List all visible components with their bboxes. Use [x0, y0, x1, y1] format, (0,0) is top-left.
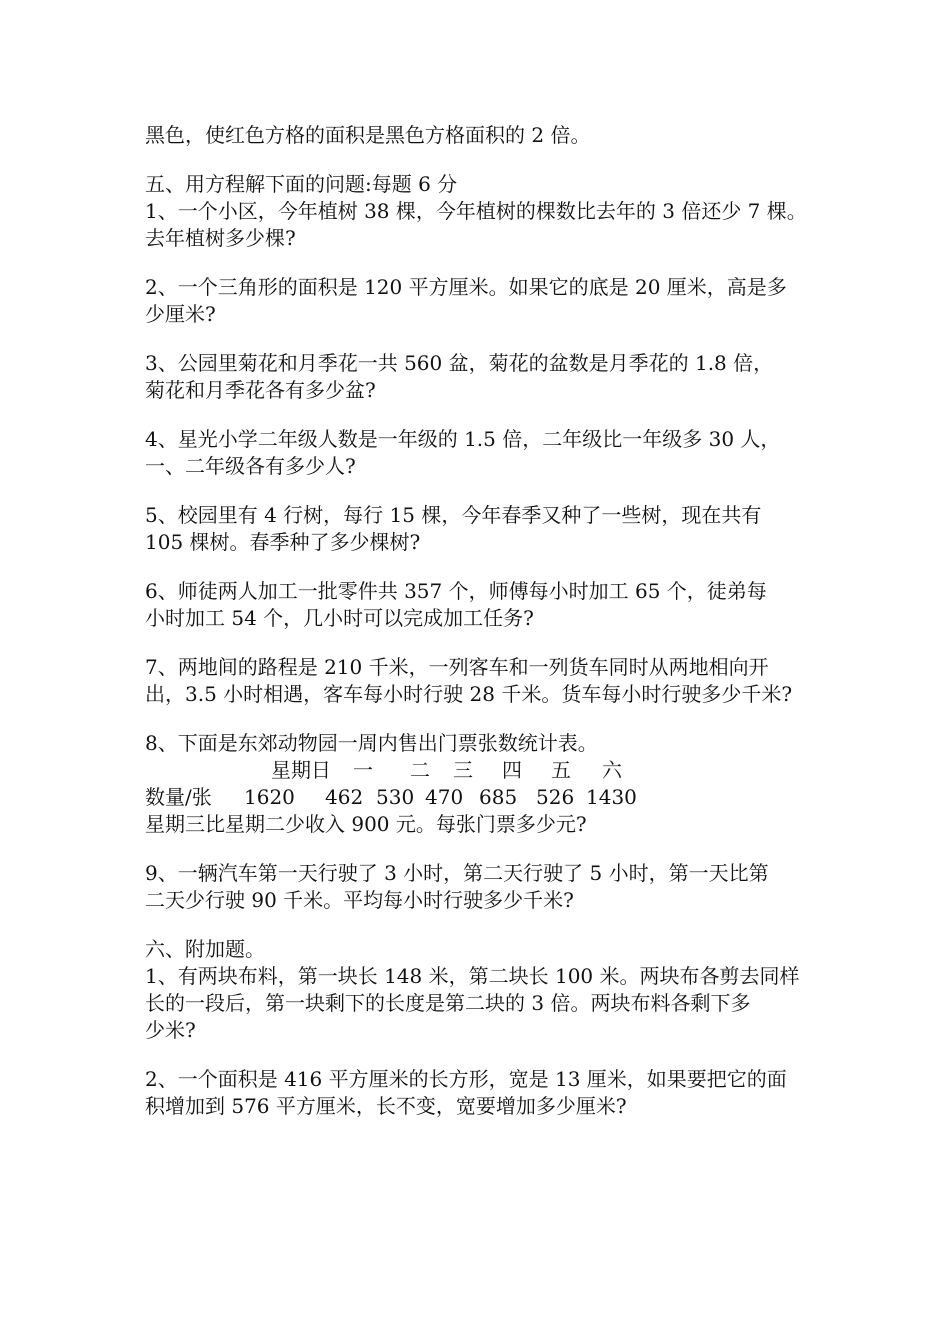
table-cell: 530: [376, 785, 415, 809]
question-line: 积增加到 576 平方厘米，长不变，宽要增加多少厘米?: [145, 1094, 627, 1118]
section5-question-3: [145, 350, 835, 404]
section5-question-2: [145, 274, 835, 328]
question-line: 9、一辆汽车第一天行驶了 3 小时，第二天行驶了 5 小时，第一天比第: [145, 861, 769, 885]
table-header-cell: 三: [453, 758, 473, 782]
question-line: 2、一个面积是 416 平方厘米的长方形，宽是 13 厘米，如果要把它的面: [145, 1067, 787, 1091]
table-header-cell: 四: [502, 758, 522, 782]
question-line: 2、一个三角形的面积是 120 平方厘米。如果它的底是 20 厘米，高是多: [145, 275, 787, 299]
table-row-label: 数量/张: [145, 785, 212, 809]
table-header-cell: 一: [353, 758, 373, 782]
question-line: 少米?: [145, 1018, 196, 1042]
section5-question-6: [145, 578, 835, 632]
section5-title: 五、用方程解下面的问题:每题 6 分: [145, 172, 458, 196]
table-cell: 1430: [586, 785, 637, 809]
table-header-cell: 二: [410, 758, 430, 782]
section6-question-1: [145, 963, 835, 1044]
question-line: 1、有两块布料，第一块长 148 米，第二块长 100 米。两块布各剪去同样: [145, 964, 800, 988]
question-line: 105 棵树。春季种了多少棵树?: [145, 530, 421, 554]
question-line: 出，3.5 小时相遇，客车每小时行驶 28 千米。货车每小时行驶多少千米?: [145, 682, 793, 706]
table-header-cell: 六: [602, 758, 622, 782]
question-line: 长的一段后，第一块剩下的长度是第二块的 3 倍。两块布料各剩下多: [145, 991, 751, 1015]
section6-question-2: [145, 1066, 835, 1120]
table-cell: 685: [479, 785, 518, 809]
question-line: 少厘米?: [145, 302, 216, 326]
question-line: 菊花和月季花各有多少盆?: [145, 378, 376, 402]
intro-line: 黑色，使红色方格的面积是黑色方格面积的 2 倍。: [145, 123, 591, 147]
question-intro: 8、下面是东郊动物园一周内售出门票张数统计表。: [145, 731, 598, 755]
ticket-table-header: [145, 757, 835, 784]
document-page: [145, 122, 835, 1120]
section5-question-9: [145, 860, 835, 914]
ticket-table-row: [145, 784, 835, 811]
table-cell: 526: [536, 785, 575, 809]
question-line: 二天少行驶 90 千米。平均每小时行驶多少千米?: [145, 888, 574, 912]
table-cell: 470: [425, 785, 464, 809]
question-line: 星期三比星期二少收入 900 元。每张门票多少元?: [145, 812, 587, 836]
question-line: 去年植树多少棵?: [145, 226, 296, 250]
question-line: 1、一个小区，今年植树 38 棵，今年植树的棵数比去年的 3 倍还少 7 棵。: [145, 199, 807, 223]
question-line: 6、师徒两人加工一批零件共 357 个，师傅每小时加工 65 个，徒弟每: [145, 579, 767, 603]
table-header-cell: 五: [551, 758, 571, 782]
question-line: 小时加工 54 个，几小时可以完成加工任务?: [145, 606, 534, 630]
question-line: 一、二年级各有多少人?: [145, 454, 356, 478]
table-cell: 462: [325, 785, 364, 809]
section5-question-4: [145, 426, 835, 480]
question-line: 4、星光小学二年级人数是一年级的 1.5 倍，二年级比一年级多 30 人，: [145, 427, 781, 451]
question-line: 7、两地间的路程是 210 千米，一列客车和一列货车同时从两地相向开: [145, 655, 769, 679]
section5-question-7: [145, 654, 835, 708]
section6-title: 六、附加题。: [145, 937, 265, 961]
section5-question-5: [145, 502, 835, 556]
question-line: 5、校园里有 4 行树，每行 15 棵，今年春季又种了一些树，现在共有: [145, 503, 762, 527]
table-cell: 1620: [244, 785, 295, 809]
section5-question-1: [145, 198, 835, 252]
table-header-cell: 星期日: [271, 758, 331, 782]
question-line: 3、公园里菊花和月季花一共 560 盆，菊花的盆数是月季花的 1.8 倍，: [145, 351, 774, 375]
section5-question-8: [145, 730, 835, 838]
